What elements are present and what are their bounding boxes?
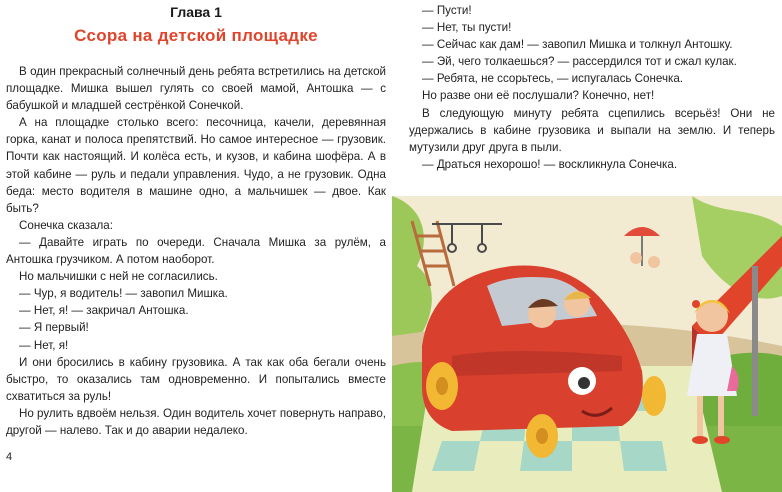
paragraph: А на площадке столько всего: песочница, качели, деревянная горка, канат и полоса препятствий. Но самое интересное — грузовик. Почти как настоящий. И колёса есть, и кузов, и кабина шофёра. А в этой кабине — руль и педали управления. Чудо, а не грузовик. Одна беда: место водителя в машине одно, а мальчишек — двое. Как быть? bbox=[6, 116, 386, 215]
car-wheel bbox=[642, 376, 666, 416]
paragraph: — Сейчас как дам! — завопил Мишка и толкнул Антошку. bbox=[422, 38, 733, 52]
page-number: 4 bbox=[6, 451, 13, 463]
paragraph: — Ребята, не ссорьтесь, — испугалась Сонечка. bbox=[422, 72, 683, 86]
paragraph: И они бросились в кабину грузовика. А так как оба бегали очень быстро, то оказались там одновременно. И попытались вместе схватиться за руль! bbox=[6, 355, 386, 403]
paragraph: — Эй, чего толкаешься? — рассердился тот и сжал кулак. bbox=[422, 55, 737, 69]
paragraph: Сонечка сказала: bbox=[19, 218, 113, 232]
paragraph: Но мальчишки с ней не согласились. bbox=[19, 270, 218, 284]
paragraph: — Нет, я! — закричал Антошка. bbox=[19, 304, 189, 318]
paragraph: — Нет, я! bbox=[19, 338, 69, 352]
paragraph: В один прекрасный солнечный день ребята встретились на детской площадке. Мишка вышел гулять со своей мамой, Антошка — с бабушкой и младшей сестрёнкой Сонечкой. bbox=[6, 65, 386, 113]
paragraph: В следующую минуту ребята сцепились всерьёз! Они не удержались в кабине грузовика и выпали на землю. И теперь мутузили друг друга в пыли. bbox=[409, 106, 775, 154]
paragraph: Но разве они её послушали? Конечно, нет! bbox=[422, 89, 655, 103]
chapter-heading: Глава 1 bbox=[170, 4, 222, 20]
paragraph: — Нет, ты пусти! bbox=[422, 21, 512, 35]
background-child bbox=[630, 252, 642, 264]
paragraph: — Пусти! bbox=[422, 4, 472, 17]
background-child bbox=[648, 256, 660, 268]
right-text-block bbox=[409, 2, 775, 173]
paragraph: — Давайте играть по очереди. Сначала Мишка за рулём, а Антошка грузчиком. А потом наоборот. bbox=[6, 235, 386, 267]
paragraph: — Чур, я водитель! — завопил Мишка. bbox=[19, 287, 228, 301]
chapter-title: Ссора на детской площадке bbox=[74, 26, 318, 45]
left-text-block bbox=[6, 63, 386, 439]
right-page bbox=[392, 0, 782, 492]
paragraph: Но рулить вдвоём нельзя. Один водитель хочет повернуть направо, другой — налево. Так и до аварии недалеко. bbox=[6, 406, 386, 437]
paragraph: — Драться нехорошо! — воскликнула Сонечка. bbox=[422, 157, 678, 171]
playground-illustration bbox=[392, 196, 782, 492]
paragraph: — Я первый! bbox=[19, 321, 89, 335]
